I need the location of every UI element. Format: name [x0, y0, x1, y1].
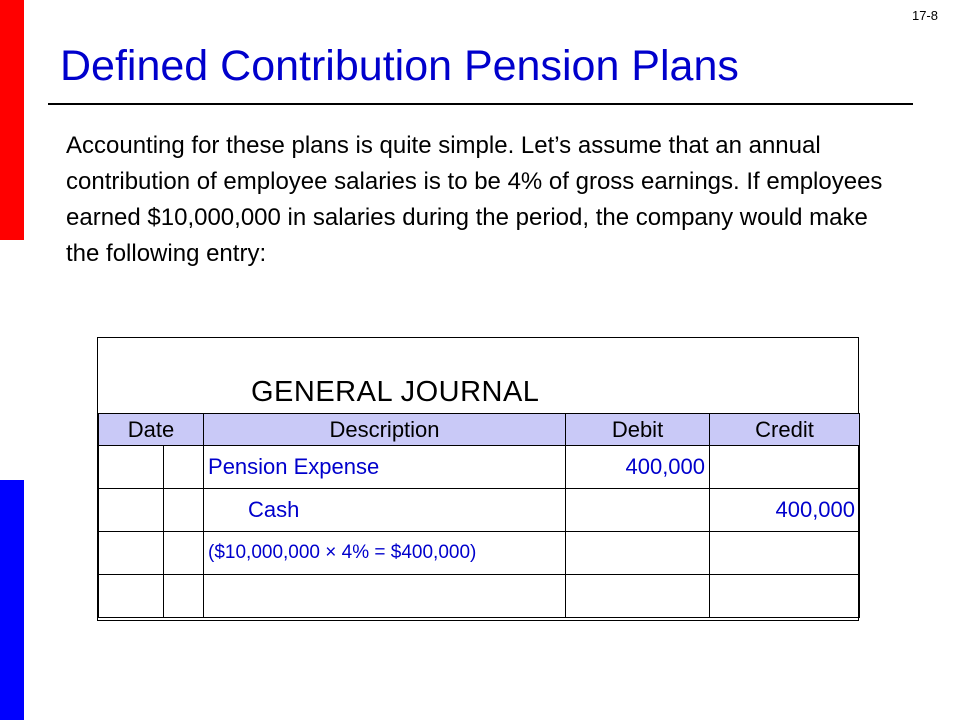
journal-table: [98, 413, 860, 618]
header-credit: Credit: [710, 414, 860, 446]
debit-cell: [566, 532, 710, 575]
date-month-cell: [99, 446, 164, 489]
journal-row: [99, 575, 860, 618]
journal-row: [99, 489, 860, 532]
date-month-cell: [99, 532, 164, 575]
debit-cell: 400,000: [566, 446, 710, 489]
date-month-cell: [99, 489, 164, 532]
debit-cell: [566, 575, 710, 618]
debit-cell: [566, 489, 710, 532]
header-date: Date: [99, 414, 204, 446]
journal-row: [99, 446, 860, 489]
calculation-note-cell: ($10,000,000 × 4% = $400,000): [204, 532, 566, 575]
header-description: Description: [204, 414, 566, 446]
date-day-cell: [164, 446, 204, 489]
slide-title: Defined Contribution Pension Plans: [60, 42, 739, 90]
date-day-cell: [164, 489, 204, 532]
flag-red-stripe: [0, 0, 24, 240]
header-debit: Debit: [566, 414, 710, 446]
journal-header-row: [99, 414, 860, 446]
journal-title: GENERAL JOURNAL: [251, 376, 540, 408]
credit-cell: [710, 446, 860, 489]
date-month-cell: [99, 575, 164, 618]
credit-cell: [710, 575, 860, 618]
title-divider: [48, 103, 913, 105]
description-cell: Pension Expense: [204, 446, 566, 489]
description-cell: Cash: [204, 489, 566, 532]
date-day-cell: [164, 532, 204, 575]
date-day-cell: [164, 575, 204, 618]
page-number: 17-8: [911, 8, 938, 23]
description-cell: [204, 575, 566, 618]
credit-cell: [710, 532, 860, 575]
flag-sidebar: [0, 0, 24, 720]
body-paragraph: Accounting for these plans is quite simple. Let’s assume that an annual contribution of employee salaries is to be 4% of gross earnings. If employees earned $10,000,000 in salaries during the period, the company would make the following entry:: [66, 132, 883, 267]
flag-blue-stripe: [0, 480, 24, 720]
credit-cell: 400,000: [710, 489, 860, 532]
journal-row: [99, 532, 860, 575]
flag-white-stripe: [0, 240, 24, 480]
general-journal: [97, 337, 859, 621]
